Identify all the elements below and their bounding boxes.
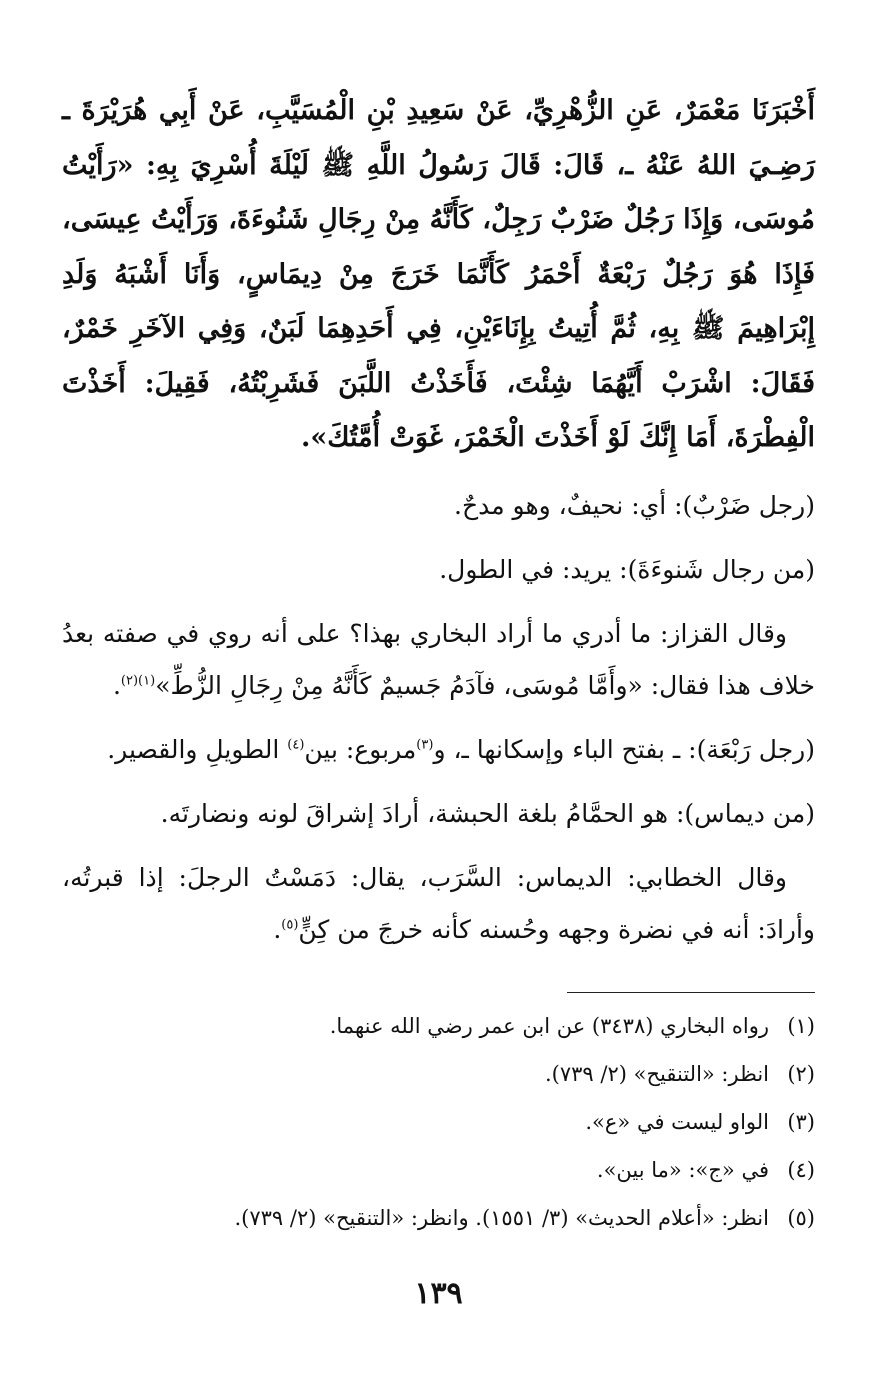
footnote-item	[62, 1146, 815, 1194]
commentary-khattabi	[62, 852, 815, 956]
book-page	[62, 84, 815, 1364]
footnote-separator	[567, 992, 815, 993]
footnote-item	[62, 1098, 815, 1146]
footnote-text: الواو ليست في «ع».	[585, 1110, 769, 1134]
commentary-shanuah: (من رجال شَنوءَةَ): يريد: في الطول.	[439, 554, 815, 584]
footnote-number: (٥)	[787, 1206, 815, 1230]
commentary-darb: (رجل ضَرْبٌ): أي: نحيفٌ، وهو مدحٌ.	[454, 490, 815, 520]
footnote-item	[62, 1002, 815, 1050]
footnote-ref-4[interactable]: (٤)	[287, 737, 305, 753]
footnote-number: (١)	[787, 1014, 815, 1038]
footnote-text: انظر: «أعلام الحديث» (٣/ ١٥٥١). وانظر: «التنقيح» (٢/ ٧٣٩).	[234, 1206, 769, 1230]
footnotes-list	[62, 1002, 815, 1242]
footnote-number: (٤)	[787, 1158, 815, 1182]
rabah-text-c: الطويلِ والقصير.	[107, 734, 288, 764]
footnote-number: (٣)	[787, 1110, 815, 1134]
rabah-text-a: (رجل رَبْعَة): ـ بفتح الباء وإسكانها ـ، و	[433, 734, 815, 764]
page-number: ١٣٩	[414, 1276, 463, 1311]
footnote-text: انظر: «التنقيح» (٢/ ٧٣٩).	[545, 1062, 769, 1086]
commentary-qazzaz	[62, 608, 815, 712]
commentary-dimas: (من ديماس): هو الحمَّامُ بلغة الحبشة، أرادَ إشراقَ لونه ونضارتَه.	[160, 798, 815, 828]
qazzaz-text: وقال القزاز: ما أدري ما أراد البخاري بهذا؟ على أنه روي في صفته بعدُ خلاف هذا فقال: «وأَمَّا مُوسَى، فآدَمُ جَسيمٌ كَأَنَّهُ مِنْ رِجَالِ الزُّطِّ»	[62, 618, 815, 700]
footnote-item	[62, 1194, 815, 1242]
khattabi-text: وقال الخطابي: الديماس: السَّرَب، يقال: دَمَسْتُ الرجلَ: إذا قبرتُه، وأرادَ: أنه في نضرة وجهه وحُسنه كأنه خرجَ من كِنٍّ	[62, 862, 815, 944]
footnote-text: في «ج»: «ما بين».	[596, 1158, 769, 1182]
footnote-ref-3[interactable]: (٣)	[416, 737, 434, 753]
commentary-rabah	[62, 724, 815, 776]
rabah-text-b: مربوع: بين	[304, 734, 417, 764]
footnote-number: (٢)	[787, 1062, 815, 1086]
khattabi-end: .	[273, 914, 282, 944]
footnote-ref-5[interactable]: (٥)	[281, 917, 299, 933]
footnote-ref-1-2[interactable]: (١)(٢)	[120, 673, 156, 689]
footnote-item	[62, 1050, 815, 1098]
footnote-text: رواه البخاري (٣٤٣٨) عن ابن عمر رضي الله عنهما.	[329, 1014, 769, 1038]
qazzaz-end: .	[112, 670, 121, 700]
hadith-text: أَخْبَرَنَا مَعْمَرٌ، عَنِ الزُّهْرِيِّ، عَنْ سَعِيدِ بْنِ الْمُسَيَّبِ، عَنْ أَبِي هُرَيْرَةَ ـ رَضِـيَ اللهُ عَنْهُ ـ، قَالَ: قَالَ رَسُولُ اللَّهِ ﷺ لَيْلَةَ أُسْرِيَ بِهِ: «رَأَيْتُ مُوسَى، وَإِذَا رَجُلٌ ضَرْبٌ رَجِلٌ، كَأَنَّهُ مِنْ رِجَالِ شَنُوءَةَ، وَرَأَيْتُ عِيسَى، فَإِذَا هُوَ رَجُلٌ رَبْعَةٌ أَحْمَرُ كَأَنَّمَا خَرَجَ مِنْ دِيمَاسٍ، وَأَنَا أَشْبَهُ وَلَدِ إِبْرَاهِيمَ ﷺ بِهِ، ثُمَّ أُتِيتُ بِإِنَاءَيْنِ، فِي أَحَدِهِمَا لَبَنٌ، وَفِي الآخَرِ خَمْرٌ، فَقَالَ: اشْرَبْ أَيَّهُمَا شِئْتَ، فَأَخَذْتُ اللَّبَنَ فَشَرِبْتُهُ، فَقِيلَ: أَخَذْتَ الْفِطْرَةَ، أَمَا إِنَّكَ لَوْ أَخَذْتَ الْخَمْرَ، غَوَتْ أُمَّتُكَ».	[62, 95, 815, 453]
